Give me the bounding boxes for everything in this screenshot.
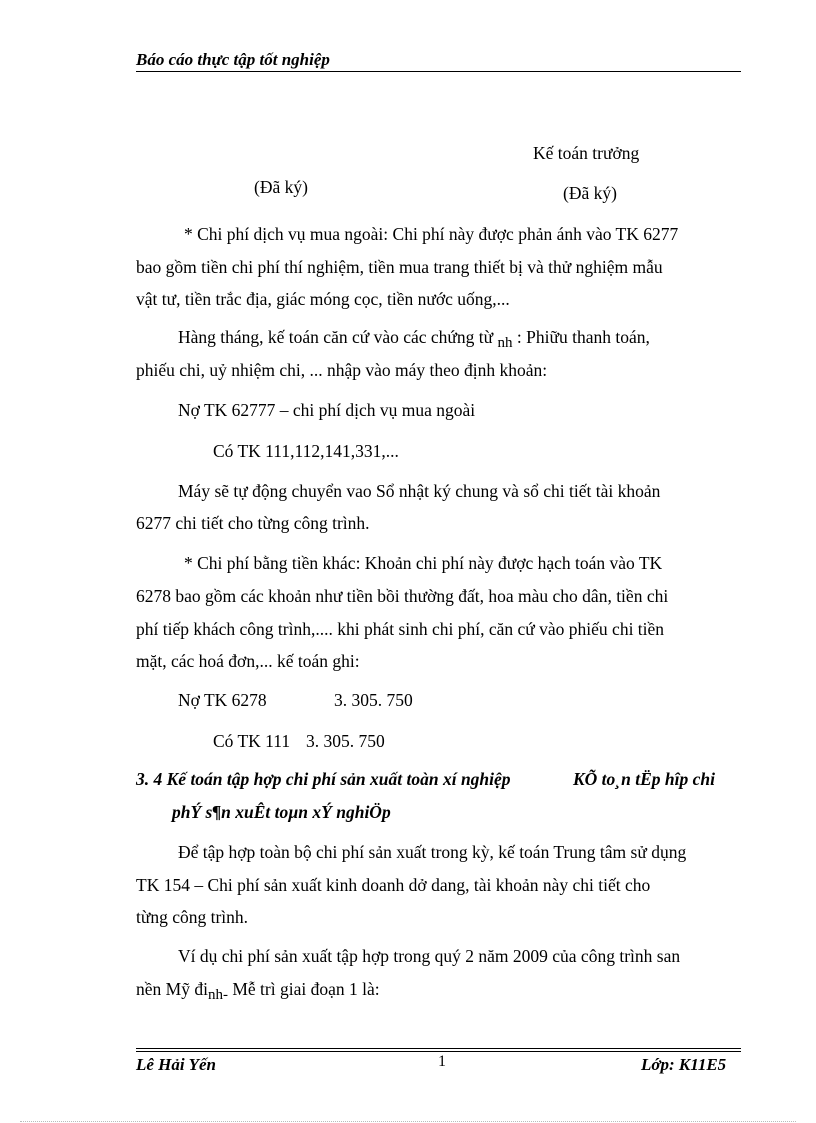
paragraph-line: mặt, các hoá đơn,... kế toán ghi: (136, 651, 360, 671)
paragraph-line: TK 154 – Chi phí sản xuất kinh doanh dở dang, tài khoản này chi tiết cho (136, 875, 651, 895)
chief-accountant-label: Kế toán trưởng (533, 143, 640, 163)
text-run: Hàng tháng, kế toán căn cứ vào các chứng từ (178, 327, 494, 347)
footer-author: Lê Hải Yến (136, 1055, 216, 1074)
section-heading-garbled: KÕ to¸n tËp hîp chi (573, 769, 715, 789)
text-run: nền Mỹ đi (136, 979, 208, 999)
paragraph-line: từng công trình. (136, 907, 249, 927)
section-heading: 3. 4 Kế toán tập hợp chi phí sản xuất toàn xí nghiệp (136, 769, 511, 789)
entry-debit: Nợ TK 62777 – chi phí dịch vụ mua ngoài (178, 400, 476, 420)
footer-rule (136, 1048, 741, 1049)
paragraph-line: * Chi phí dịch vụ mua ngoài: Chi phí này được phản ánh vào TK 6277 (184, 224, 679, 244)
paragraph-line: phí tiếp khách công trình,.... khi phát sinh chi phí, căn cứ vào phiếu chi tiền (136, 619, 665, 639)
header-title: Báo cáo thực tập tốt nghiệp (136, 50, 330, 69)
paragraph-line: Để tập hợp toàn bộ chi phí sản xuất trong kỳ, kế toán Trung tâm sử dụng (178, 842, 687, 862)
text-run: Mễ trì giai đoạn 1 là: (232, 979, 380, 999)
paragraph-line: vật tư, tiền trắc địa, giác móng cọc, tiền nước uống,... (136, 289, 510, 309)
paragraph-line (136, 979, 380, 1003)
footer-class: Lớp: K11E5 (641, 1055, 727, 1074)
paragraph-line: bao gồm tiền chi phí thí nghiệm, tiền mua trang thiết bị và thử nghiệm mẫu (136, 257, 663, 277)
entry-credit-amount: 3. 305. 750 (306, 731, 385, 751)
paragraph-line: Ví dụ chi phí sản xuất tập hợp trong quý 2 năm 2009 của công trình san (178, 946, 681, 966)
text-run: : Phiữu thanh toán, (516, 327, 650, 347)
entry-debit-label: Nợ TK 6278 (178, 690, 267, 710)
paragraph-line (178, 327, 650, 351)
signed-left: (Đã ký) (254, 177, 308, 197)
footer-rule (136, 1051, 741, 1052)
paragraph-line: phiếu chi, uỷ nhiệm chi, ... nhập vào máy theo định khoản: (136, 360, 548, 380)
page-edge (20, 1121, 796, 1122)
text-run-sub: nh- (207, 987, 228, 1003)
entry-credit-label: Có TK 111 (213, 731, 291, 751)
entry-credit: Có TK 111,112,141,331,... (213, 441, 399, 461)
signed-right: (Đã ký) (563, 183, 617, 203)
entry-debit-amount: 3. 305. 750 (334, 690, 413, 710)
paragraph-line: * Chi phí bằng tiền khác: Khoản chi phí này được hạch toán vào TK (184, 553, 663, 573)
paragraph-line: 6277 chi tiết cho từng công trình. (136, 513, 370, 533)
section-heading-garbled: phÝ s¶n xuÊt toµn xÝ nghiÖp (172, 802, 391, 822)
text-run-sub: nh (497, 335, 513, 351)
page-number: 1 (438, 1053, 446, 1070)
header-rule (136, 71, 741, 72)
paragraph-line: Máy sẽ tự động chuyển vao Sổ nhật ký chung và sổ chi tiết tài khoản (178, 481, 661, 501)
paragraph-line: 6278 bao gồm các khoản như tiền bồi thường đất, hoa màu cho dân, tiền chi (136, 586, 669, 606)
